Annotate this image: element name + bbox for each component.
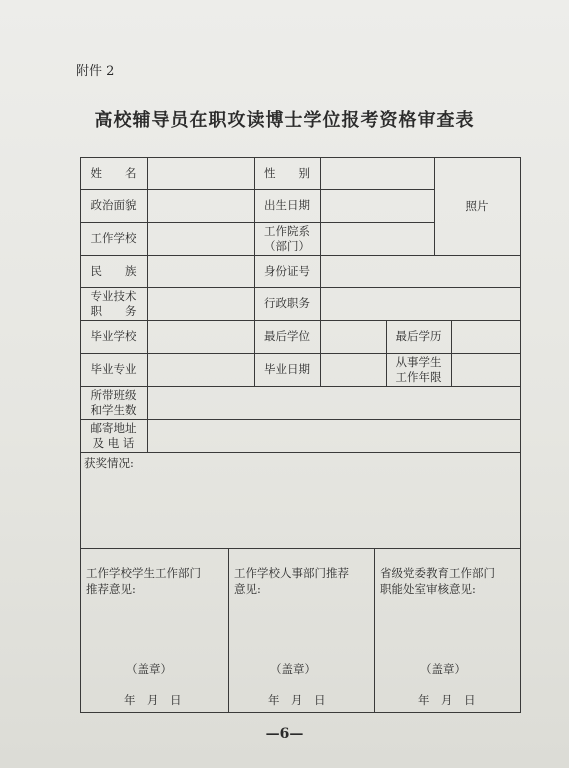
school-hr-opinion-label: 工作学校人事部门推荐 意见: — [234, 566, 349, 596]
last-degree-label: 最后学位 — [264, 329, 310, 343]
table-border-bottom — [80, 712, 521, 713]
date-label: 年 月 日 — [418, 693, 476, 707]
column-divider — [374, 548, 375, 712]
graduate-school-label: 毕业学校 — [90, 329, 137, 343]
row-divider — [80, 548, 521, 549]
seal-label: （盖章） — [126, 662, 172, 676]
school-student-affairs-opinion-label: 工作学校学生工作部门 推荐意见: — [86, 566, 201, 596]
photo-label: 照片 — [465, 198, 489, 213]
page-number: —6— — [265, 726, 304, 742]
ethnicity-label: 民 族 — [90, 263, 137, 278]
column-divider — [320, 157, 321, 386]
address-phone-label: 邮寄地址 及 电 话 — [90, 420, 137, 450]
table-border-right — [520, 157, 521, 713]
form-title: 高校辅导员在职攻读博士学位报考资格审查表 — [94, 110, 475, 131]
class-students-label: 所带班级 和学生数 — [90, 387, 137, 417]
id-number-label: 身份证号 — [264, 263, 310, 278]
provincial-review-opinion-label: 省级党委教育工作部门 职能处室审核意见: — [380, 566, 495, 596]
work-school-label: 工作学校 — [90, 231, 137, 245]
work-years-label: 从事学生 工作年限 — [395, 354, 442, 384]
admin-title-label: 行政职务 — [264, 296, 310, 310]
political-status-label: 政治面貌 — [90, 198, 137, 212]
major-label: 毕业专业 — [90, 362, 137, 376]
graduation-date-label: 毕业日期 — [264, 362, 310, 376]
birth-date-label: 出生日期 — [264, 198, 310, 212]
seal-label: （盖章） — [270, 662, 316, 676]
column-divider — [147, 157, 148, 452]
column-divider — [228, 548, 229, 712]
name-label: 姓 名 — [90, 165, 137, 180]
last-education-label: 最后学历 — [395, 329, 442, 343]
seal-label: （盖章） — [420, 662, 466, 676]
column-divider — [451, 320, 452, 386]
date-label: 年 月 日 — [124, 693, 182, 707]
awards-label: 获奖情况: — [84, 456, 134, 470]
department-label: 工作院系 （部门） — [264, 223, 310, 253]
row-divider — [80, 452, 521, 453]
gender-label: 性 别 — [264, 165, 310, 180]
date-label: 年 月 日 — [268, 693, 326, 707]
professional-title-label: 专业技术 职 务 — [90, 288, 137, 318]
attachment-label: 附件 2 — [76, 64, 115, 79]
